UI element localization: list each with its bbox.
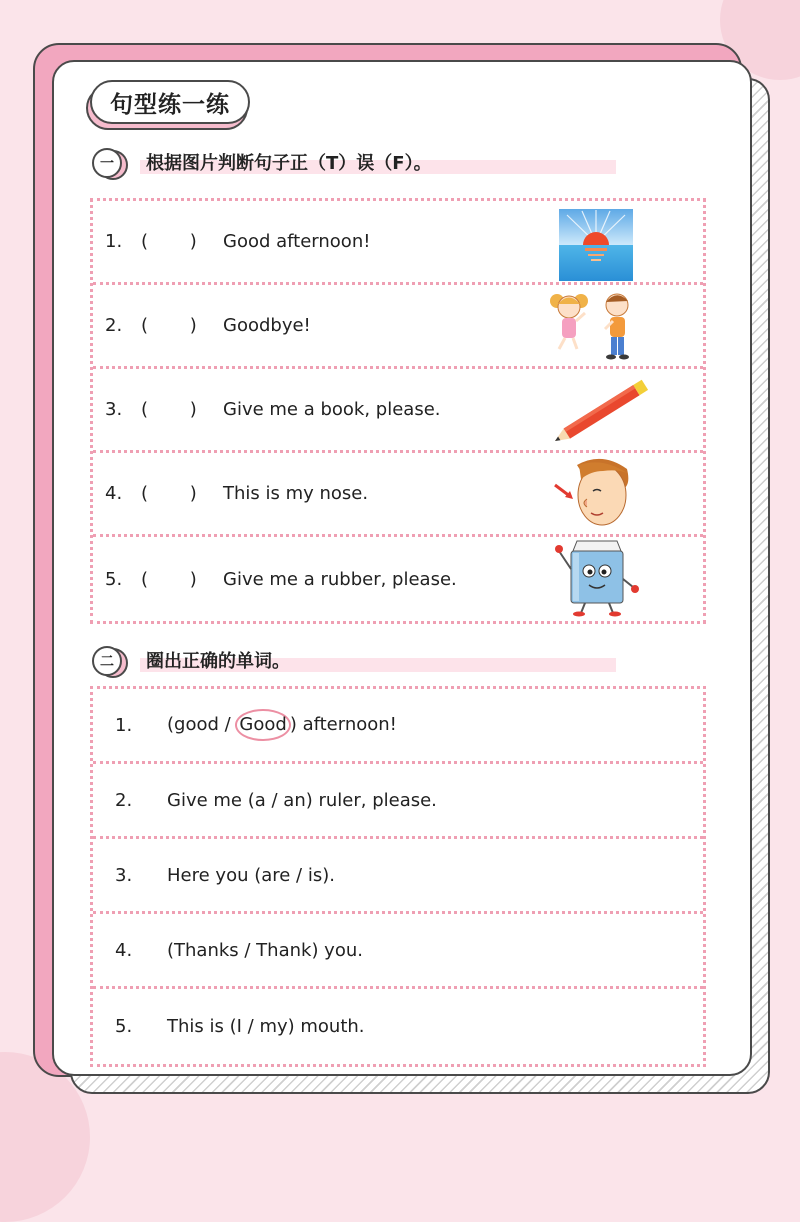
answer-blank[interactable]: ( ) (141, 568, 197, 590)
list-item (93, 989, 703, 1064)
pencil-icon (547, 371, 651, 449)
answer-blank[interactable]: ( ) (141, 483, 197, 504)
sentence-text[interactable]: Here you (are / is). (167, 864, 335, 886)
circle-word-box (90, 686, 706, 1067)
sentence-part: ) afternoon! (289, 714, 397, 735)
sentence-text (167, 714, 397, 736)
sentence-text: Give me a book, please. (223, 399, 441, 420)
item-number: 1. (105, 231, 123, 252)
list-item (93, 764, 703, 839)
answer-blank[interactable]: ( ) (141, 315, 197, 336)
item-number: 2. (105, 315, 123, 336)
item-number: 3. (115, 864, 133, 886)
rubber-icon (547, 539, 651, 617)
section-number-badge: 二 (92, 646, 122, 676)
item-number: 4. (105, 483, 123, 504)
sentence-text[interactable]: (Thanks / Thank) you. (167, 939, 363, 961)
worksheet-title (86, 80, 248, 128)
answer-blank[interactable]: ( ) (141, 231, 197, 252)
list-item (93, 201, 703, 285)
sentence-text: Give me a rubber, please. (223, 568, 457, 590)
boy-nose-icon (547, 455, 651, 533)
item-number: 2. (115, 789, 133, 811)
section-1-heading (92, 146, 632, 180)
section-number-badge: 一 (92, 148, 122, 178)
section-heading-text: 圈出正确的单词。 (146, 651, 290, 672)
answer-blank[interactable]: ( ) (141, 399, 197, 420)
sunset-icon (547, 203, 651, 281)
list-item (93, 914, 703, 989)
sentence-text: This is my nose. (223, 483, 369, 504)
list-item (93, 453, 703, 537)
item-number: 1. (115, 714, 133, 736)
item-number: 3. (105, 399, 123, 420)
list-item (93, 285, 703, 369)
list-item (93, 537, 703, 621)
item-number: 4. (115, 939, 133, 961)
list-item (93, 369, 703, 453)
list-item (93, 839, 703, 914)
section-heading-text: 根据图片判断句子正（T）误（F）。 (146, 153, 432, 174)
section-2-heading (92, 644, 632, 678)
item-number: 5. (115, 1016, 133, 1037)
true-false-box (90, 198, 706, 624)
sentence-text: Goodbye! (223, 315, 311, 336)
kids-waving-icon (547, 287, 651, 365)
list-item (93, 689, 703, 764)
sentence-text[interactable]: Give me (a / an) ruler, please. (167, 789, 437, 811)
sentence-part: (good / (167, 714, 237, 735)
item-number: 5. (105, 568, 123, 590)
sentence-text: Good afternoon! (223, 231, 371, 252)
sentence-text[interactable]: This is (I / my) mouth. (167, 1016, 365, 1037)
circled-answer: Good (235, 709, 290, 741)
title-text: 句型练一练 (90, 80, 250, 124)
